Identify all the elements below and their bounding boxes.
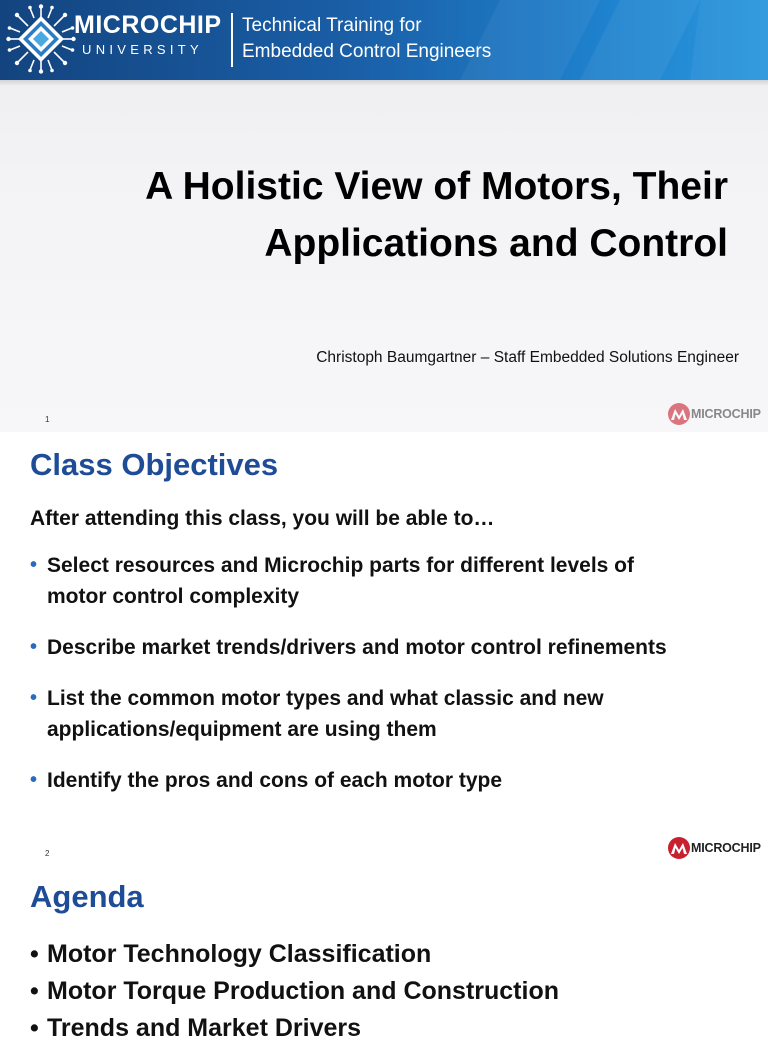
author-line: Christoph Baumgartner – Staff Embedded Solutions Engineer: [316, 349, 739, 366]
list-item-line: Identify the pros and cons of each motor type: [47, 769, 503, 792]
slide-title-line: A Holistic View of Motors, Their: [145, 165, 728, 208]
agenda-slide: [0, 865, 768, 1042]
list-item-line: applications/equipment are using them: [47, 718, 437, 741]
list-item-line: Describe market trends/drivers and motor control refinements: [47, 636, 667, 659]
page-number: 2: [45, 849, 50, 858]
bullet-dot-icon: •: [30, 636, 38, 658]
logo-brand-text: MICROCHIP: [74, 11, 222, 39]
agenda-list: [30, 936, 559, 1047]
bullet-dot-icon: •: [30, 940, 39, 968]
microchip-m-icon: [668, 837, 690, 859]
circuit-diamond-icon: [6, 4, 76, 74]
microchip-logo-text: MICROCHIP: [691, 407, 761, 421]
banner-shadow: [0, 80, 768, 86]
banner-divider: [231, 13, 233, 67]
page-number: 1: [45, 415, 50, 424]
microchip-logo-text: MICROCHIP: [691, 841, 761, 855]
slide-title: [28, 158, 728, 272]
list-item: [30, 550, 750, 612]
list-item: [30, 765, 750, 796]
slide-title-line: Applications and Control: [264, 222, 728, 265]
bullet-dot-icon: •: [30, 769, 38, 791]
list-item-text: Motor Torque Production and Construction: [47, 977, 559, 1005]
list-item-text: Motor Technology Classification: [47, 940, 432, 968]
bullet-dot-icon: •: [30, 977, 39, 1005]
list-item: [30, 632, 750, 663]
banner-tagline: [242, 13, 491, 65]
bullet-dot-icon: •: [30, 554, 38, 576]
slide-heading: Class Objectives: [30, 447, 279, 482]
bullet-dot-icon: •: [30, 687, 38, 709]
list-item-text: Trends and Market Drivers: [47, 1014, 362, 1042]
intro-text: After attending this class, you will be able to…: [30, 507, 495, 530]
list-item: [30, 683, 750, 745]
microchip-m-icon: [668, 403, 690, 425]
list-item-line: motor control complexity: [47, 585, 300, 608]
banner-tagline-line: Technical Training for: [242, 15, 422, 36]
objectives-slide: [0, 432, 768, 865]
list-item: [30, 936, 559, 973]
banner-tagline-line: Embedded Control Engineers: [242, 41, 492, 62]
microchip-logo: [668, 836, 760, 860]
title-slide: [0, 0, 768, 432]
header-banner: [0, 0, 768, 80]
microchip-logo: [668, 402, 760, 426]
list-item: [30, 1010, 559, 1047]
list-item-line: Select resources and Microchip parts for different levels of: [47, 554, 635, 577]
logo-sub-text: UNIVERSITY: [82, 42, 204, 57]
slide-heading: Agenda: [30, 879, 144, 914]
objectives-list: [30, 550, 750, 796]
bullet-dot-icon: •: [30, 1014, 39, 1042]
list-item-line: List the common motor types and what classic and new: [47, 687, 604, 710]
list-item: [30, 973, 559, 1010]
